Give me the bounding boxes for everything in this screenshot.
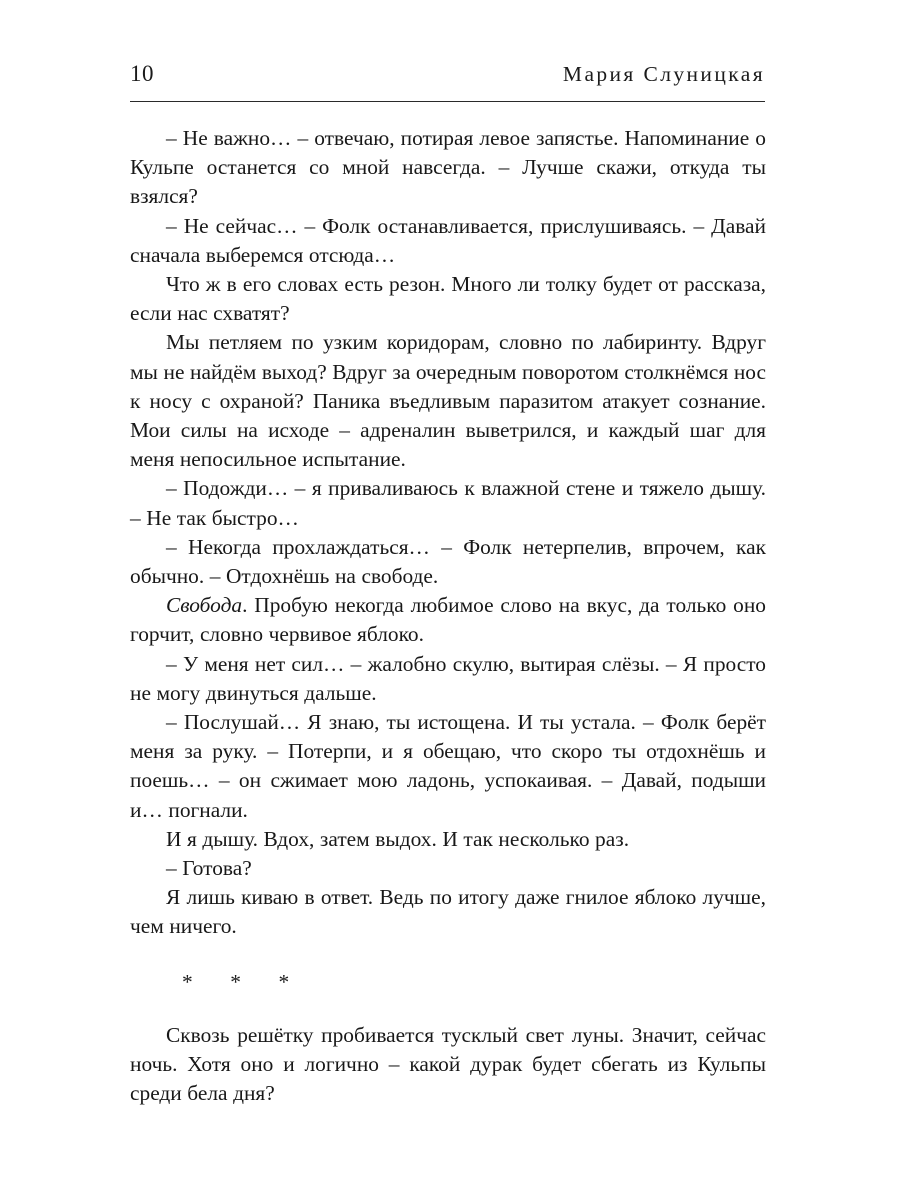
body-text-block: [130, 124, 766, 1109]
italic-paragraph-rest: . Пробую некогда любимое слово на вкус, да только оно горчит, словно червивое яблоко.: [130, 593, 766, 647]
paragraph: – Некогда прохлаждаться… – Фолк нетерпелив, впрочем, как обычно. – Отдохнёшь на свободе.: [130, 534, 766, 589]
running-head: [130, 62, 765, 96]
paragraph: – Готова?: [166, 856, 252, 881]
paragraph: – У меня нет сил… – жалобно скулю, вытирая слёзы. – Я просто не могу двинуться дальше.: [130, 651, 766, 705]
paragraph: Что ж в его словах есть резон. Много ли толку будет от рассказа, если нас схватят?: [130, 272, 766, 326]
page-number: 10: [130, 61, 154, 86]
paragraph: Я лишь киваю в ответ. Ведь по итогу даже гнилое яблоко лучше, чем ничего.: [130, 885, 766, 939]
paragraph: И я дышу. Вдох, затем выдох. И так несколько раз.: [166, 826, 630, 851]
paragraph: Мы петляем по узким коридорам, словно по лабиринту. Вдруг мы не найдём выход? Вдруг за очередным поворотом столкнёмся нос к носу с охраной? Паника въедливым паразитом атакует сознание. Мои силы на исходе – адреналин выветрился, и каждый шаг для меня непосильное испытание.: [130, 330, 766, 472]
spacer-after-scene-break: [130, 997, 766, 1021]
scene-break-divider: * * *: [182, 969, 306, 994]
spacer-before-scene-break: [130, 942, 766, 968]
paragraph: – Послушай… Я знаю, ты истощена. И ты устала. – Фолк берёт меня за руку. – Потерпи, и я обещаю, что скоро ты отдохнёшь и поешь… – он сжимает мою ладонь, успокаивая. – Давай, подыши и… погнали.: [130, 710, 766, 822]
paragraph: Сквозь решётку пробивается тусклый свет луны. Значит, сейчас ночь. Хотя оно и логично – какой дурак будет сбегать из Кульпы среди бела дня?: [130, 1022, 766, 1106]
paragraph: – Не сейчас… – Фолк останавливается, прислушиваясь. – Давай сначала выберемся отсюда…: [130, 213, 766, 267]
paragraph: – Подожди… – я приваливаюсь к влажной стене и тяжело дышу. – Не так быстро…: [130, 476, 766, 530]
header-divider-rule: [130, 101, 765, 102]
italic-lead-word: Свобода: [166, 593, 243, 618]
paragraph-with-italic-lead: [130, 591, 766, 649]
running-head-author: Мария Слуницкая: [562, 62, 765, 86]
paragraph: – Не важно… – отвечаю, потирая левое запястье. Напоминание о Кульпе останется со мной навсегда. – Лучше скажи, откуда ты взялся?: [130, 126, 766, 209]
